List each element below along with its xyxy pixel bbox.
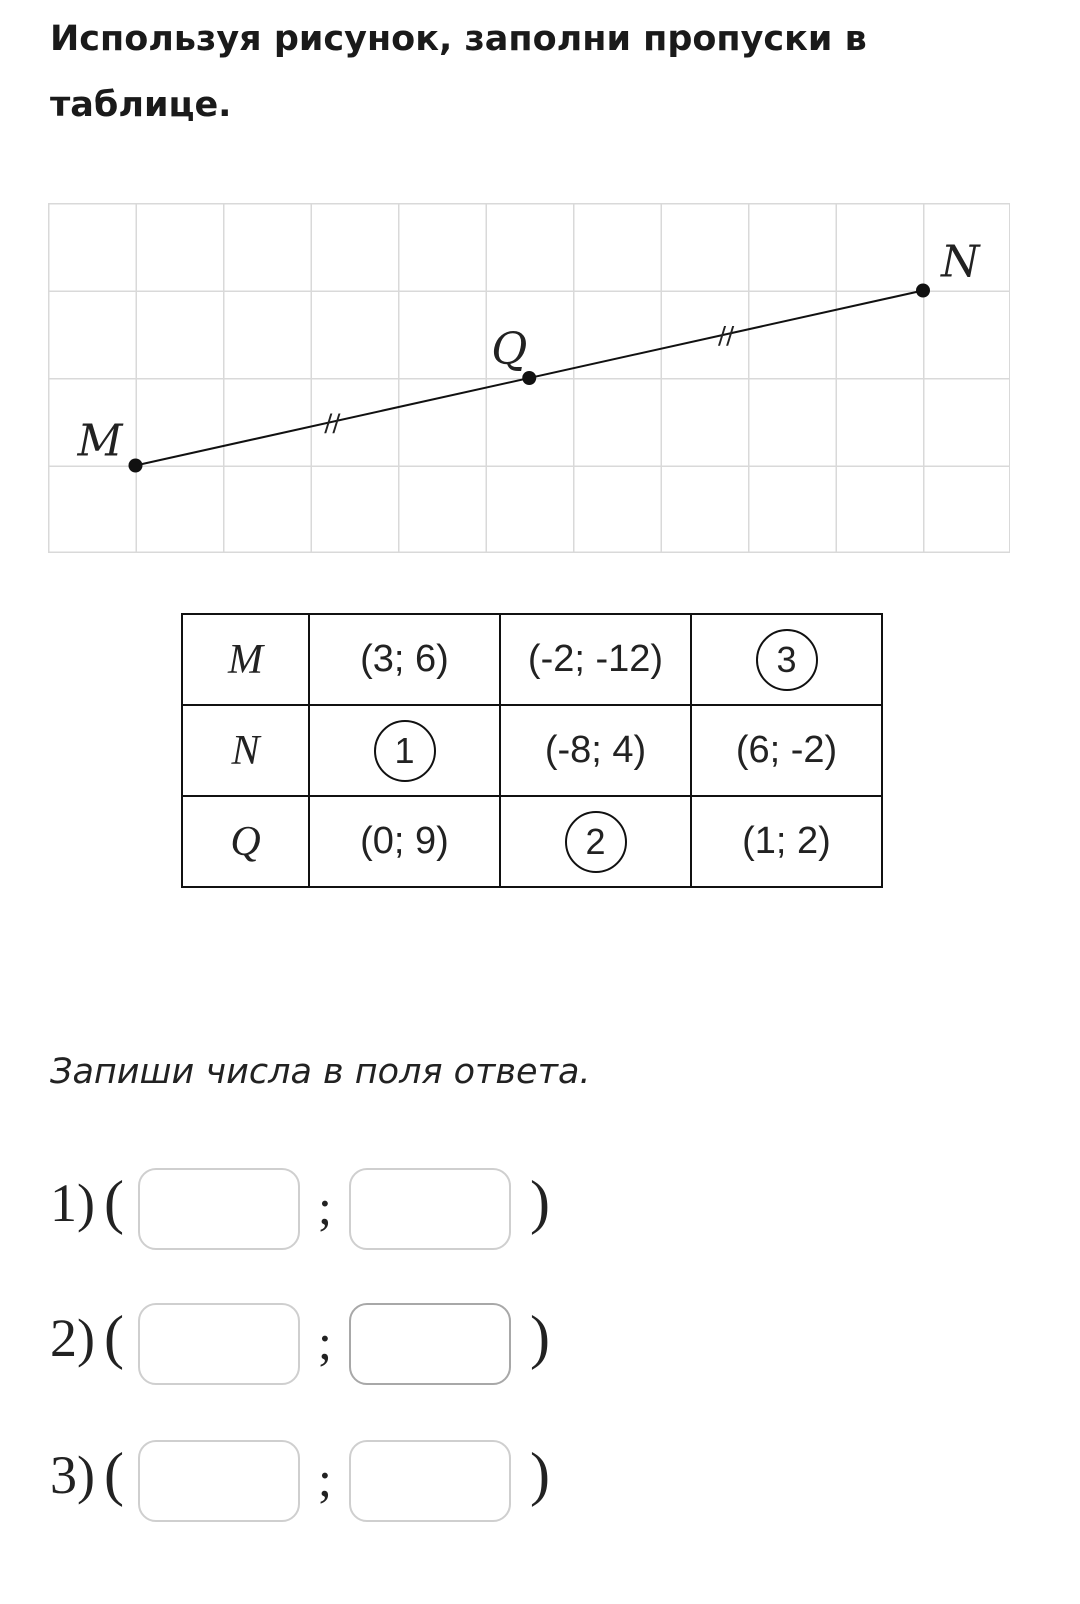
tick-mark-qn: // <box>718 321 735 350</box>
point-label-N: N <box>941 236 980 288</box>
answer-1-y-input[interactable] <box>349 1168 511 1250</box>
coordinate-cell: (-8; 4) <box>500 705 691 796</box>
answer-1-x-input[interactable] <box>138 1168 300 1250</box>
open-paren: ( <box>104 1169 124 1235</box>
open-paren: ( <box>104 1304 124 1370</box>
row-label: Q <box>182 796 309 887</box>
separator: ; <box>318 1179 332 1235</box>
close-paren: ) <box>530 1441 550 1507</box>
coordinate-cell: (0; 9) <box>309 796 500 887</box>
close-paren: ) <box>530 1169 550 1235</box>
answer-2-x-input[interactable] <box>138 1303 300 1385</box>
row-label: N <box>182 705 309 796</box>
point-label-Q: Q <box>491 324 528 375</box>
segment-figure <box>48 203 1010 553</box>
coordinate-cell: (-2; -12) <box>500 614 691 705</box>
open-paren: ( <box>104 1441 124 1507</box>
coordinate-cell: (1; 2) <box>691 796 882 887</box>
task-title: Используя рисунок, заполни пропуски в таблице. <box>50 19 867 125</box>
blank-cell <box>500 796 691 887</box>
close-paren: ) <box>530 1304 550 1370</box>
blank-marker: 1 <box>374 720 436 782</box>
table-row <box>182 796 882 887</box>
tick-mark-mq: // <box>324 408 341 437</box>
answer-number: 1) <box>50 1173 95 1233</box>
answer-3-y-input[interactable] <box>349 1440 511 1522</box>
table-row <box>182 614 882 705</box>
points <box>77 237 982 473</box>
point-N <box>916 284 930 298</box>
coordinate-cell: (6; -2) <box>691 705 882 796</box>
table-row <box>182 705 882 796</box>
separator: ; <box>318 1451 332 1507</box>
blank-cell <box>691 614 882 705</box>
answer-row-3 <box>50 1440 750 1526</box>
row-label: M <box>182 614 309 705</box>
blank-marker: 3 <box>756 629 818 691</box>
answer-number: 3) <box>50 1445 95 1505</box>
point-label-M: M <box>77 415 123 467</box>
coordinate-cell: (3; 6) <box>309 614 500 705</box>
point-M <box>129 459 143 473</box>
separator: ; <box>318 1314 332 1370</box>
answer-row-2 <box>50 1303 750 1389</box>
coordinates-table <box>181 613 883 888</box>
blank-marker: 2 <box>565 811 627 873</box>
blank-cell <box>309 705 500 796</box>
instruction-text: Запиши числа в поля ответа. <box>50 1052 591 1092</box>
answer-2-y-input[interactable] <box>349 1303 511 1385</box>
answer-number: 2) <box>50 1308 95 1368</box>
answer-3-x-input[interactable] <box>138 1440 300 1522</box>
answer-row-1 <box>50 1168 750 1254</box>
